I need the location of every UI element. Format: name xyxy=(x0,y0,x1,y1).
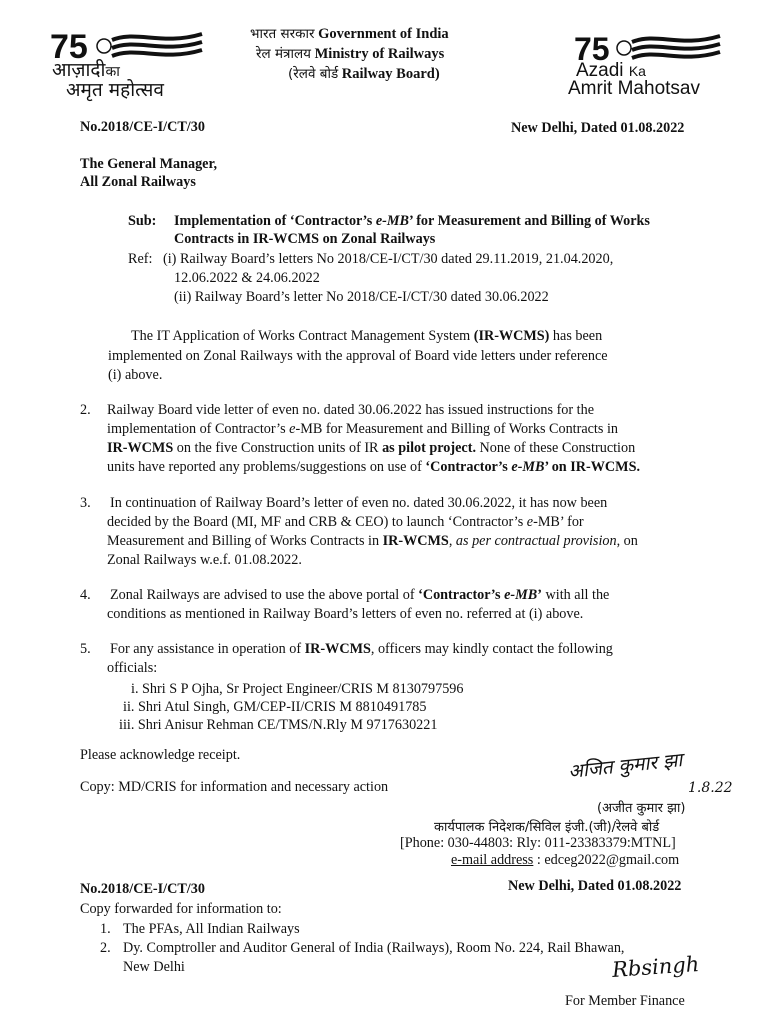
copy-forwarded: Copy forwarded for information to: xyxy=(80,901,282,917)
logo-line1: आज़ादी xyxy=(52,59,106,81)
logo-azadi: Azadi xyxy=(576,60,624,81)
reference-line3: (ii) Railway Board’s letter No 2018/CE-I/CT/30 dated 30.06.2022 xyxy=(174,289,549,305)
footer-date: New Delhi, Dated 01.08.2022 xyxy=(508,878,682,894)
board-hindi: (रेलवे बोर्ड xyxy=(288,66,339,82)
govt-hindi: भारत सरकार xyxy=(250,26,315,42)
for-member-finance: For Member Finance xyxy=(565,993,685,1009)
subject-label: Sub: xyxy=(128,213,157,229)
reference-line2: 12.06.2022 & 24.06.2022 xyxy=(174,270,320,286)
para2-line4: units have reported any problems/suggestions on use of ‘Contractor’s e-MB’ on IR-WCMS. xyxy=(107,459,641,475)
board-english: Railway Board) xyxy=(341,66,440,82)
letter-date: New Delhi, Dated 01.08.2022 xyxy=(511,120,685,136)
logo-ka: Ka xyxy=(628,63,646,79)
acknowledge-text: Please acknowledge receipt. xyxy=(80,747,241,763)
para2-line1: Railway Board vide letter of even no. dated 30.06.2022 has issued instructions for the xyxy=(107,402,594,418)
list-item-2-number: 2. xyxy=(100,940,111,956)
letter-ref-no: No.2018/CE-I/CT/30 xyxy=(80,119,205,135)
subject-line1: Implementation of ‘Contractor’s e-MB’ for Measurement and Billing of Works xyxy=(174,213,650,229)
azadi-logo-english xyxy=(562,22,732,102)
letterhead-center xyxy=(250,24,530,84)
email-label: e-mail address xyxy=(451,852,534,868)
para2-line2: implementation of Contractor’s e-MB for Measurement and Billing of Works Contracts in xyxy=(107,421,618,437)
signature2-handwritten: Rbsingh xyxy=(611,951,700,983)
list-item-1: The PFAs, All Indian Railways xyxy=(123,921,300,937)
para4-number: 4. xyxy=(80,587,91,603)
logo-line2: अमृत महोत्सव xyxy=(66,79,164,101)
para3-line2: decided by the Board (MI, MF and CRB & CEO) to launch ‘Contractor’s e-MB’ for xyxy=(107,514,584,530)
official-3: iii. Shri Anisur Rehman CE/TMS/N.Rly M 9717630221 xyxy=(119,717,438,733)
logo-amrit-mahotsav: Amrit Mahotsav xyxy=(568,78,700,99)
copy-text: Copy: MD/CRIS for information and necessary action xyxy=(80,779,389,795)
reference-label: Ref: xyxy=(128,251,153,267)
subject-line2: Contracts in IR-WCMS on Zonal Railways xyxy=(174,231,436,247)
para5-line1: For any assistance in operation of IR-WCMS, officers may kindly contact the following xyxy=(110,641,613,657)
svg-text:75: 75 xyxy=(574,31,610,67)
list-item-2-cont: New Delhi xyxy=(123,959,185,975)
azadi-logo-hindi xyxy=(42,16,222,101)
signatory-name: (अजीत कुमार झा) xyxy=(597,801,686,816)
para3-number: 3. xyxy=(80,495,91,511)
para2-line3: IR-WCMS on the five Construction units of IR as pilot project. None of these Construction xyxy=(107,440,636,456)
para2-number: 2. xyxy=(80,402,91,418)
para1-line1: The IT Application of Works Contract Management System (IR-WCMS) has been xyxy=(131,328,603,344)
ministry-english: Ministry of Railways xyxy=(314,46,445,62)
signatory-designation: कार्यपालक निदेशक/सिविल इंजी.(जी)/रेलवे बोर्ड xyxy=(434,820,660,835)
para4-line1: Zonal Railways are advised to use the above portal of ‘Contractor’s e-MB’ with all the xyxy=(110,587,610,603)
phone-line: [Phone: 030-44803: Rly: 011-23383379:MTNL] xyxy=(400,835,676,851)
para3-line4: Zonal Railways w.e.f. 01.08.2022. xyxy=(107,552,302,568)
reference-line1: (i) Railway Board’s letters No 2018/CE-I/CT/30 dated 29.11.2019, 21.04.2020, xyxy=(163,251,614,267)
official-2: ii. Shri Atul Singh, GM/CEP-II/CRIS M 8810491785 xyxy=(123,699,427,715)
addressee-line1: The General Manager, xyxy=(80,156,217,172)
govt-english: Government of India xyxy=(318,26,449,42)
para1-line2: implemented on Zonal Railways with the approval of Board vide letters under reference xyxy=(108,348,608,364)
signature-date: 1.8.22 xyxy=(688,780,733,796)
email-value: : edceg2022@gmail.com xyxy=(533,852,680,868)
addressee-line2: All Zonal Railways xyxy=(80,174,196,190)
para3-line3: Measurement and Billing of Works Contracts in IR-WCMS, as per contractual provision, on xyxy=(107,533,638,549)
list-item-2: Dy. Comptroller and Auditor General of India (Railways), Room No. 224, Rail Bhawan, xyxy=(123,940,625,956)
list-item-1-number: 1. xyxy=(100,921,111,937)
logo-line1-small: का xyxy=(105,64,120,80)
official-1: i. Shri S P Ojha, Sr Project Engineer/CRIS M 8130797596 xyxy=(131,681,464,697)
footer-ref-no: No.2018/CE-I/CT/30 xyxy=(80,881,205,897)
para3-line1: In continuation of Railway Board’s letter of even no. dated 30.06.2022, it has now been xyxy=(110,495,608,511)
svg-text:75: 75 xyxy=(50,28,88,66)
para5-number: 5. xyxy=(80,641,91,657)
ministry-hindi: रेल मंत्रालय xyxy=(256,46,311,62)
email-line xyxy=(451,851,679,869)
para1-line3: (i) above. xyxy=(108,367,163,383)
para4-line2: conditions as mentioned in Railway Board’s letters of even no. referred at (i) above. xyxy=(107,606,584,622)
signature-handwritten: अजित कुमार झा xyxy=(567,749,684,783)
para5-line2: officials: xyxy=(107,660,158,676)
